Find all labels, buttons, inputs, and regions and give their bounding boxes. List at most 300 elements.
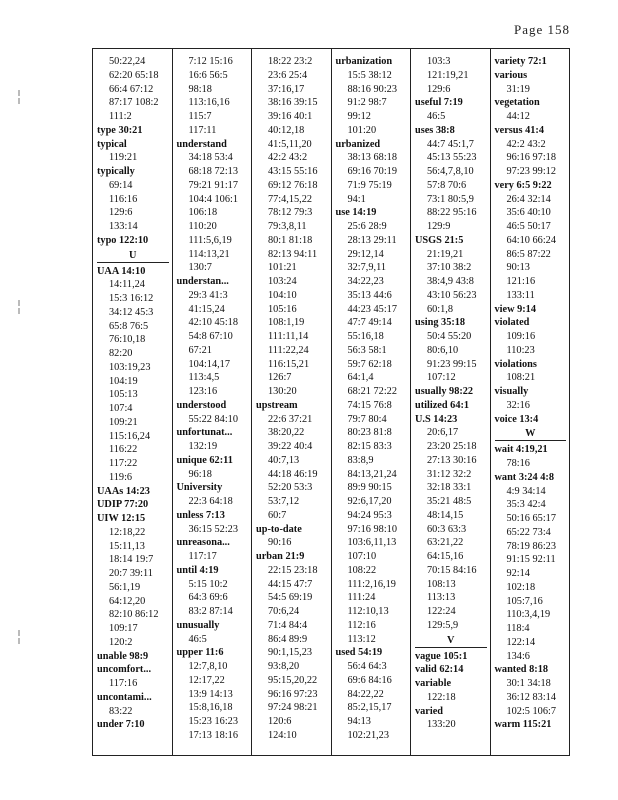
index-page-ref: 108:22 [347, 564, 377, 576]
index-page-ref: 101:20 [347, 124, 377, 136]
index-page-ref: 88:22 95:16 [427, 207, 477, 219]
index-term: urban 21:9 [256, 551, 305, 562]
index-page-ref: 78:12 79:3 [268, 207, 313, 219]
index-term: varied [415, 705, 444, 717]
index-page-ref: 107:12 [427, 372, 456, 384]
index-term: versus 41:4 [494, 124, 544, 136]
index-page-ref: 65:8 76:5 [109, 320, 149, 332]
index-page-ref: 91:23 99:15 [427, 358, 477, 370]
index-term: variety 72:1 [494, 56, 547, 67]
index-term: usually 98:22 [415, 386, 474, 397]
index-page-ref: 89:9 90:15 [347, 482, 392, 494]
index-page-ref: 15:23 16:23 [188, 716, 238, 727]
index-page-ref: 129:5,9 [427, 619, 459, 631]
index-page-ref: 38:20,22 [268, 427, 305, 439]
index-page-ref: 117:17 [188, 551, 217, 562]
index-column-3 [252, 49, 332, 755]
index-page-ref: 113:13 [427, 592, 456, 604]
index-page-ref: 46:5 [427, 111, 446, 122]
index-page-ref: 29:12,14 [347, 248, 384, 260]
index-page-ref: 80:1 81:18 [268, 234, 313, 246]
index-page-ref: 104:10 [268, 289, 297, 301]
index-page-ref: 79:21 91:17 [188, 179, 238, 191]
index-page-ref: 4:9 34:14 [506, 485, 546, 497]
index-page-ref: 35:6 40:10 [506, 207, 551, 219]
index-term: UAA 14:10 [97, 265, 146, 277]
index-term: voice 13:4 [494, 413, 539, 425]
index-page-ref: 16:6 56:5 [188, 69, 228, 81]
index-term: vague 105:1 [415, 650, 468, 662]
index-term: valid 62:14 [415, 664, 464, 676]
index-page-ref: 96:18 [188, 468, 212, 480]
index-page-ref: 110:23 [506, 344, 535, 356]
index-page-ref: 21:19,21 [427, 248, 464, 260]
index-page-ref: 56:4,7,8,10 [427, 166, 474, 177]
index-page-ref: 60:7 [268, 509, 287, 521]
index-page-ref: 23:6 25:4 [268, 69, 308, 81]
index-page-ref: 71:9 75:19 [347, 179, 392, 191]
index-page-ref: 88:16 90:23 [347, 83, 397, 95]
index-page-ref: 121:16 [506, 276, 536, 287]
index-page-ref: 110:3,4,19 [506, 609, 551, 621]
index-page-ref: 133:11 [506, 289, 535, 301]
index-page-ref: 120:6 [268, 716, 292, 727]
index-page-ref: 122:18 [427, 691, 456, 703]
index-page-ref: 119:6 [109, 471, 133, 483]
index-page-ref: 28:13 29:11 [347, 234, 397, 246]
index-page-ref: 115:7 [188, 111, 212, 122]
index-page-ref: 32:16 [506, 399, 530, 411]
index-page-ref: 40:7,13 [268, 454, 300, 466]
index-page-ref: 36:12 83:14 [506, 691, 556, 703]
index-page-ref: 79:7 80:4 [347, 413, 387, 425]
index-page-ref: 134:6 [506, 650, 530, 662]
index-page-ref: 31:12 32:2 [427, 468, 472, 480]
index-page-ref: 108:21 [506, 372, 536, 384]
index-page-ref: 20:6,17 [427, 427, 459, 439]
index-page-ref: 34:22,23 [347, 276, 384, 287]
index-term: variable [415, 678, 452, 689]
index-page-ref: 85:2,15,17 [347, 702, 392, 714]
index-page-ref: 65:22 73:4 [506, 526, 551, 538]
index-page-ref: 94:24 95:3 [347, 509, 392, 521]
index-page-ref: 129:9 [427, 221, 451, 232]
index-term: urbanization [335, 56, 393, 67]
index-page-ref: 123:16 [188, 386, 218, 397]
index-letter-heading: U [97, 249, 169, 263]
index-page-ref: 23:20 25:18 [427, 441, 477, 452]
index-page-ref: 44:15 47:7 [268, 578, 313, 590]
index-page-ref: 64:15,16 [427, 551, 464, 562]
index-page-ref: 56:4 64:3 [347, 661, 387, 672]
index-term: utilized 64:1 [415, 399, 470, 411]
index-page-ref: 108:1,19 [268, 317, 305, 329]
index-page-ref: 37:16,17 [268, 83, 305, 95]
index-term: upper 11:6 [176, 647, 224, 659]
index-page-ref: 71:4 84:4 [268, 619, 308, 631]
index-page-ref: 117:16 [109, 678, 138, 689]
index-page-ref: 69:12 76:18 [268, 179, 318, 191]
index-page-ref: 12:7,8,10 [188, 661, 228, 672]
index-page-ref: 105:13 [109, 389, 138, 401]
index-page-ref: 106:18 [188, 207, 218, 219]
index-page-ref: 92:14 [506, 568, 530, 579]
index-term: typo 122:10 [97, 234, 149, 246]
index-term: understan... [176, 276, 229, 287]
index-page-ref: 98:18 [188, 83, 212, 95]
index-page-ref: 18:14 19:7 [109, 554, 154, 566]
index-page-ref: 94:13 [347, 716, 371, 727]
index-page-ref: 39:16 40:1 [268, 111, 313, 122]
index-page-ref: 124:10 [268, 729, 297, 741]
index-page-ref: 64:1,4 [347, 372, 374, 384]
index-page-ref: 102:5 106:7 [506, 705, 556, 717]
index-page-ref: 129:6 [109, 207, 133, 219]
index-page-ref: 118:4 [506, 623, 530, 634]
index-page-ref: 12:18,22 [109, 526, 146, 538]
index-column-4 [332, 49, 412, 755]
index-page-ref: 109:16 [506, 331, 536, 342]
index-page-ref: 122:24 [427, 606, 456, 617]
index-term: uses 38:8 [415, 124, 455, 136]
index-page-ref: 50:4 55:20 [427, 331, 472, 342]
index-page-ref: 78:16 [506, 458, 530, 469]
index-page-ref: 114:13,21 [188, 248, 230, 260]
index-page-ref: 86:5 87:22 [506, 248, 551, 260]
index-page-ref: 90:16 [268, 537, 292, 549]
index-page-ref: 111:24 [347, 592, 376, 604]
index-page-ref: 78:19 86:23 [506, 540, 556, 552]
index-page-ref: 39:22 40:4 [268, 441, 313, 452]
index-page-ref: 62:20 65:18 [109, 69, 159, 81]
index-page-ref: 111:11,14 [268, 331, 309, 342]
index-page-ref: 110:20 [188, 221, 217, 232]
index-page-ref: 82:15 83:3 [347, 441, 392, 452]
index-page-ref: 5:15 10:2 [188, 578, 228, 590]
index-term: typically [97, 166, 135, 177]
index-page-ref: 74:15 76:8 [347, 399, 392, 411]
index-page-ref: 91:2 98:7 [347, 97, 387, 109]
index-page-ref: 64:12,20 [109, 595, 146, 607]
index-page-ref: 68:18 72:13 [188, 166, 238, 177]
index-page-ref: 54:5 69:19 [268, 592, 313, 604]
index-page-ref: 46:5 [188, 633, 207, 645]
index-page-ref: 104:19 [109, 375, 138, 387]
index-page-ref: 107:10 [347, 551, 377, 562]
index-term: uncontami... [97, 691, 152, 703]
index-term: want 3:24 4:8 [494, 471, 554, 483]
index-term: using 35:18 [415, 317, 466, 329]
index-page-ref: 44:12 [506, 111, 530, 122]
index-term: U.S 14:23 [415, 413, 458, 425]
index-column-2 [173, 49, 253, 755]
index-page-ref: 83:22 [109, 705, 133, 717]
index-page-ref: 113:16,16 [188, 97, 230, 109]
index-page-ref: 35:13 44:6 [347, 289, 392, 301]
index-page-ref: 22:15 23:18 [268, 564, 318, 576]
index-page-ref: 133:14 [109, 221, 138, 232]
index-page-ref: 35:3 42:4 [506, 499, 546, 511]
index-page-ref: 70:15 84:16 [427, 564, 477, 576]
index-page-ref: 43:10 56:23 [427, 289, 477, 301]
index-page-ref: 44:23 45:17 [347, 303, 397, 315]
index-term: used 54:19 [335, 647, 383, 659]
index-page-ref: 122:14 [506, 636, 536, 648]
index-page-ref: 108:13 [427, 578, 456, 590]
index-page-ref: 34:18 53:4 [188, 152, 233, 164]
index-page-ref: 126:7 [268, 372, 292, 384]
index-page-ref: 29:3 41:3 [188, 289, 228, 301]
index-page-ref: 41:5,11,20 [268, 138, 312, 150]
index-term: up-to-date [256, 523, 302, 535]
index-page-ref: 35:21 48:5 [427, 496, 472, 507]
index-term: UIW 12:15 [97, 513, 146, 524]
index-page-ref: 53:7,12 [268, 496, 300, 507]
index-page-ref: 27:13 30:16 [427, 454, 477, 466]
index-page-ref: 32:18 33:1 [427, 482, 472, 494]
index-page-ref: 97:16 98:10 [347, 523, 397, 535]
index-term: unusually [176, 619, 220, 631]
index-page-ref: 66:4 67:12 [109, 83, 154, 95]
index-page-ref: 76:10,18 [109, 334, 146, 346]
index-term: unless 7:13 [176, 509, 225, 521]
index-page-ref: 44:7 45:1,7 [427, 138, 474, 150]
index-page-ref: 83:2 87:14 [188, 606, 233, 617]
index-page-ref: 38:16 39:15 [268, 97, 318, 109]
index-page-ref: 102:21,23 [347, 729, 389, 741]
index-page-ref: 57:8 70:6 [427, 179, 467, 191]
index-page-ref: 109:21 [109, 416, 138, 428]
index-page-ref: 99:12 [347, 111, 371, 122]
index-page-ref: 34:12 45:3 [109, 306, 154, 318]
index-page-ref: 15:8,16,18 [188, 702, 233, 714]
index-page-ref: 48:14,15 [427, 509, 464, 521]
index-page-ref: 20:7 39:11 [109, 568, 153, 579]
index-term: unable 98:9 [97, 650, 149, 662]
index-letter-heading: V [415, 634, 487, 648]
index-term: UAAs 14:23 [97, 485, 150, 497]
index-page-ref: 116:16 [109, 193, 138, 205]
index-page-ref: 130:20 [268, 386, 297, 397]
index-page-ref: 41:15,24 [188, 303, 225, 315]
index-page-ref: 105:16 [268, 303, 297, 315]
index-page-ref: 17:13 18:16 [188, 729, 238, 741]
index-page-ref: 132:19 [188, 441, 218, 452]
index-page-ref: 22:3 64:18 [188, 496, 233, 507]
index-term: UDIP 77:20 [97, 499, 149, 511]
index-page-ref: 47:7 49:14 [347, 317, 392, 329]
index-page-ref: 82:13 94:11 [268, 248, 318, 260]
index-page-ref: 92:6,17,20 [347, 496, 392, 507]
index-page-ref: 113:4,5 [188, 372, 220, 384]
index-page-ref: 42:2 43:2 [506, 138, 546, 150]
index-page-ref: 50:22,24 [109, 56, 146, 67]
index-page-ref: 107:4 [109, 403, 133, 414]
index-page-ref: 133:20 [427, 719, 456, 731]
index-page-ref: 111:22,24 [268, 344, 309, 356]
index-term: visually [494, 386, 529, 397]
index-page-ref: 13:9 14:13 [188, 688, 233, 700]
index-column-6 [491, 49, 570, 755]
index-page-ref: 70:6,24 [268, 606, 300, 617]
index-term: uncomfort... [97, 664, 152, 676]
index-page-ref: 119:21 [109, 152, 138, 164]
index-page-ref: 32:7,9,11 [347, 262, 387, 274]
index-term: violations [494, 358, 537, 370]
index-page-ref: 109:17 [109, 623, 138, 634]
index-page-ref: 82:20 [109, 348, 133, 359]
index-page-ref: 97:24 98:21 [268, 702, 318, 714]
index-page-ref: 68:21 72:22 [347, 386, 397, 397]
index-page-ref: 7:12 15:16 [188, 56, 233, 67]
index-page-ref: 55:16,18 [347, 331, 384, 342]
index-term: very 6:5 9:22 [494, 179, 552, 191]
index-page-ref: 67:21 [188, 344, 212, 356]
index-page-ref: 112:10,13 [347, 606, 389, 617]
index-page-ref: 77:4,15,22 [268, 193, 313, 205]
index-page-ref: 112:16 [347, 619, 376, 631]
index-term: until 4:19 [176, 564, 219, 576]
index-page-ref: 12:17,22 [188, 674, 225, 686]
index-page-ref: 84:13,21,24 [347, 468, 397, 480]
index-term: under 7:10 [97, 719, 145, 731]
index-page-ref: 38:13 68:18 [347, 152, 397, 164]
index-term: understand [176, 138, 227, 150]
index-page-ref: 83:8,9 [347, 454, 374, 466]
index-page-ref: 90:13 [506, 262, 530, 274]
index-page-ref: 82:10 86:12 [109, 609, 159, 621]
index-page-ref: 14:11,24 [109, 279, 145, 291]
index-page-ref: 111:2 [109, 111, 132, 122]
index-page-ref: 80:23 81:8 [347, 427, 392, 439]
index-term: view 9:14 [494, 303, 536, 315]
index-page-ref: 91:15 92:11 [506, 554, 556, 566]
margin-punch-marks [18, 90, 24, 690]
index-term: vegetation [494, 97, 540, 109]
index-page-ref: 73:1 80:5,9 [427, 193, 474, 205]
index-page-ref: 69:6 84:16 [347, 674, 392, 686]
index-page-ref: 15:11,13 [109, 540, 145, 552]
index-term: understood [176, 399, 227, 411]
index-page-ref: 103:19,23 [109, 361, 151, 373]
index-page-ref: 96:16 97:23 [268, 688, 318, 700]
index-page-ref: 37:10 38:2 [427, 262, 472, 274]
index-page-ref: 44:18 46:19 [268, 468, 318, 480]
index-page-ref: 30:1 34:18 [506, 678, 551, 689]
index-page-ref: 101:21 [268, 262, 297, 274]
index-page-ref: 94:1 [347, 193, 366, 205]
index-page-ref: 15:3 16:12 [109, 293, 154, 304]
index-page-ref: 113:12 [347, 633, 376, 645]
page-number: Page 158 [513, 22, 570, 37]
index-page-ref: 43:15 55:16 [268, 166, 318, 177]
index-term: unfortunat... [176, 427, 233, 439]
index-column-1 [93, 49, 173, 755]
index-page-ref: 59:7 62:18 [347, 358, 392, 370]
index-term: use 14:19 [335, 207, 377, 219]
index-page-ref: 18:22 23:2 [268, 56, 313, 67]
index-page-ref: 103:24 [268, 276, 297, 287]
index-page-ref: 22:6 37:21 [268, 413, 313, 425]
index-page-ref: 121:19,21 [427, 69, 469, 81]
index-term: type 30:21 [97, 124, 143, 136]
index-page-ref: 64:3 69:6 [188, 592, 228, 604]
index-page-ref: 129:6 [427, 83, 451, 95]
index-column-5 [411, 49, 491, 755]
index-page-ref: 79:3,8,11 [268, 221, 307, 232]
index-page-ref: 111:2,16,19 [347, 578, 396, 590]
index-page-ref: 130:7 [188, 262, 212, 274]
index-table [92, 48, 570, 756]
index-page-ref: 87:17 108:2 [109, 97, 159, 109]
index-page-ref: 111:5,6,19 [188, 234, 232, 246]
index-page-ref: 45:13 55:23 [427, 152, 477, 164]
index-page-ref: 60:3 63:3 [427, 523, 467, 535]
index-page-ref: 116:15,21 [268, 358, 310, 370]
index-page-ref: 104:14,17 [188, 358, 230, 370]
index-letter-heading: W [495, 427, 567, 441]
index-page-ref: 31:19 [506, 83, 530, 95]
index-page-ref: 25:6 28:9 [347, 221, 387, 232]
index-page-ref: 117:22 [109, 458, 138, 469]
index-term: useful 7:19 [415, 97, 463, 109]
index-page-ref: 84:22,22 [347, 688, 384, 700]
index-page-ref: 102:18 [506, 581, 536, 593]
index-page-ref: 96:16 97:18 [506, 152, 556, 164]
index-page-ref: 93:8,20 [268, 661, 300, 672]
index-page-ref: 69:16 70:19 [347, 166, 397, 177]
index-page-ref: 56:3 58:1 [347, 344, 387, 356]
index-page-ref: 54:8 67:10 [188, 331, 233, 342]
index-page-ref: 50:16 65:17 [506, 513, 556, 524]
index-page-ref: 55:22 84:10 [188, 413, 238, 425]
index-page-ref: 42:2 43:2 [268, 152, 308, 164]
index-page-ref: 46:5 50:17 [506, 221, 551, 232]
index-page-ref: 103:3 [427, 56, 451, 67]
index-page-ref: 103:6,11,13 [347, 537, 397, 549]
index-page-ref: 63:21,22 [427, 537, 464, 549]
index-page-ref: 116:22 [109, 444, 138, 456]
index-term: unique 62:11 [176, 454, 233, 466]
index-page-ref: 38:4,9 43:8 [427, 276, 474, 287]
index-page-ref: 60:1,8 [427, 303, 454, 315]
index-page-ref: 36:15 52:23 [188, 523, 238, 535]
index-page-ref: 42:10 45:18 [188, 317, 238, 329]
index-term: warm 115:21 [494, 719, 552, 731]
index-page-ref: 117:11 [188, 124, 217, 136]
index-page-ref: 104:4 106:1 [188, 193, 238, 205]
index-term: typical [97, 138, 127, 150]
index-page-ref: 95:15,20,22 [268, 674, 318, 686]
index-term: unreasona... [176, 537, 230, 549]
index-page-ref: 40:12,18 [268, 124, 305, 136]
index-term: violated [494, 317, 530, 329]
index-page-ref: 69:14 [109, 179, 133, 191]
index-page-ref: 97:23 99:12 [506, 166, 556, 177]
index-term: University [176, 482, 223, 494]
index-page-ref: 115:16,24 [109, 430, 151, 442]
index-term: urbanized [335, 138, 381, 150]
index-term: upstream [256, 399, 298, 411]
index-page-ref: 52:20 53:3 [268, 482, 313, 494]
index-term: various [494, 69, 528, 81]
index-page-ref: 64:10 66:24 [506, 234, 556, 246]
index-page-ref: 120:2 [109, 636, 133, 648]
index-term: wanted 8:18 [494, 664, 548, 676]
index-page-ref: 105:7,16 [506, 595, 543, 607]
index-term: USGS 21:5 [415, 234, 464, 246]
index-page-ref: 80:6,10 [427, 344, 459, 356]
